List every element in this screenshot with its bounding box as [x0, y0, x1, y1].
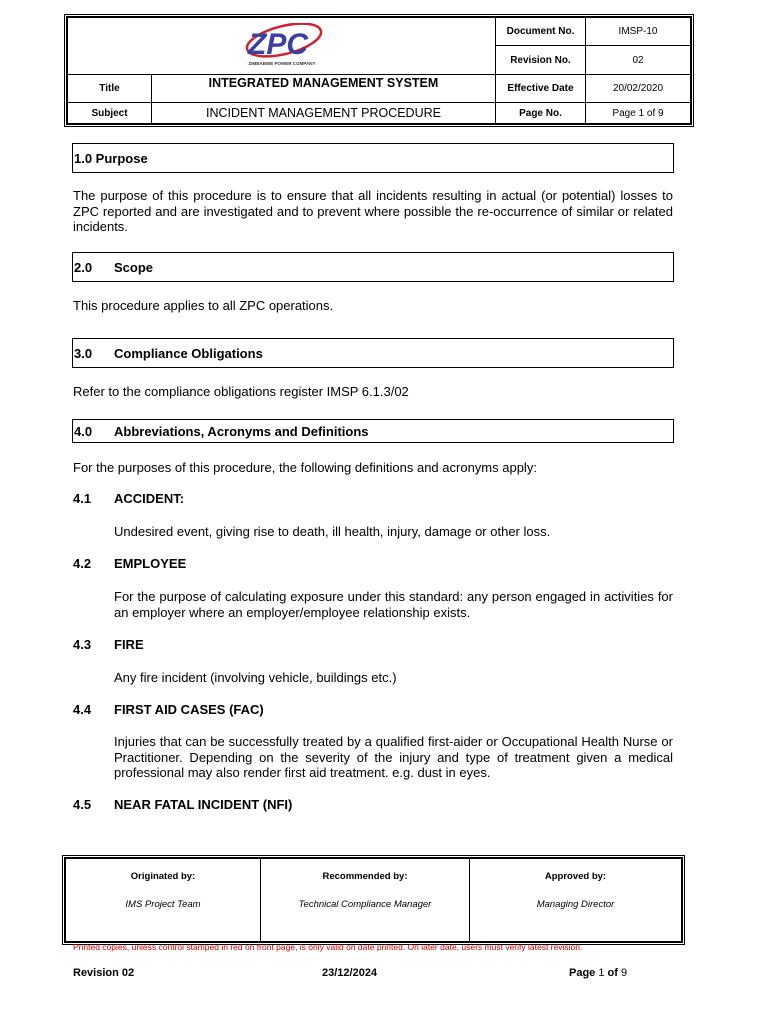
definition-heading-first-aid [73, 702, 264, 717]
recommended-value: Technical Compliance Manager [298, 899, 432, 910]
definition-heading-fire [73, 637, 144, 652]
definition-text-first-aid: Injuries that can be successfully treated by a qualified first-aider or Occupational Health Nurse or Practitioner. Depending on the severity of the injury and type of treatment given a medical professional may also render first aid treatment. e.g. dust in eyes. [114, 734, 673, 780]
print-disclaimer: Printed copies, unless control stamped in red on front page, is only valid on date printed. On later date, users must verify latest revision. [73, 942, 583, 952]
logo-text: ZPC [247, 28, 308, 61]
footer-page-word: Page [569, 967, 596, 979]
recommended-cell [261, 859, 470, 942]
definition-number: 4.5 [73, 797, 92, 812]
definition-number: 4.4 [73, 702, 92, 717]
subject-label: Subject [68, 103, 152, 124]
section-heading-definitions [72, 419, 674, 443]
effective-date-value: 20/02/2020 [586, 75, 691, 103]
definition-term: FIRE [114, 637, 144, 652]
recommended-label: Recommended by: [322, 871, 408, 882]
section-number: 3.0 [74, 345, 93, 361]
compliance-paragraph: Refer to the compliance obligations register IMSP 6.1.3/02 [73, 384, 409, 399]
revision-no-value: 02 [586, 46, 691, 75]
title-value: INTEGRATED MANAGEMENT SYSTEM [152, 75, 496, 103]
document-no-label: Document No. [496, 18, 586, 46]
footer-date: 23/12/2024 [322, 967, 378, 979]
effective-date-label: Effective Date [496, 75, 586, 103]
logo-cell [68, 18, 496, 75]
section-heading-text: Scope [114, 259, 154, 275]
definition-number: 4.2 [73, 556, 92, 571]
footer-page-current: 1 [598, 967, 605, 979]
revision-no-label: Revision No. [496, 46, 586, 75]
section-heading-text: 1.0 Purpose [74, 150, 148, 166]
section-number: 4.0 [74, 423, 93, 439]
footer-page-number [569, 967, 627, 979]
page-no-label: Page No. [496, 103, 586, 124]
definition-term: NEAR FATAL INCIDENT (NFI) [114, 797, 293, 812]
document-no-value: IMSP-10 [586, 18, 691, 46]
scope-paragraph: This procedure applies to all ZPC operations. [73, 298, 334, 313]
definition-term: FIRST AID CASES (FAC) [114, 702, 264, 717]
section-heading-text: Compliance Obligations [114, 345, 263, 361]
definition-number: 4.3 [73, 637, 92, 652]
section-heading-text: Abbreviations, Acronyms and Definitions [114, 423, 369, 439]
originated-label: Originated by: [130, 871, 196, 882]
approved-label: Approved by: [544, 871, 607, 882]
footer-page-of: of [607, 967, 618, 979]
definition-term: EMPLOYEE [114, 556, 187, 571]
approved-value: Managing Director [536, 899, 615, 910]
approved-cell [470, 859, 682, 942]
signoff-table [62, 855, 685, 945]
originated-cell [66, 859, 261, 942]
section-heading-compliance [72, 338, 674, 368]
definition-number: 4.1 [73, 491, 92, 506]
definition-text-accident: Undesired event, giving rise to death, ill health, injury, damage or other loss. [114, 524, 551, 539]
definition-heading-employee [73, 556, 186, 571]
purpose-paragraph: The purpose of this procedure is to ensure that all incidents resulting in actual (or potential) losses to ZPC reported and are investigated and to prevent where possible the re-occurrence of similar or related incidents. [73, 188, 673, 234]
definition-text-fire: Any fire incident (involving vehicle, buildings etc.) [114, 670, 397, 685]
footer-revision: Revision 02 [73, 967, 135, 979]
definition-heading-near-fatal [73, 797, 292, 812]
definition-text-employee: For the purpose of calculating exposure under this standard: any person engaged in activities for an employer where an employer/employee relationship exists. [114, 589, 673, 620]
footer-page-total: 9 [621, 967, 628, 979]
originated-value: IMS Project Team [125, 899, 201, 910]
page-no-value: Page 1 of 9 [586, 103, 691, 124]
section-number: 2.0 [74, 259, 93, 275]
definition-heading-accident [73, 491, 184, 506]
zpc-logo-icon [240, 23, 324, 69]
document-header [64, 14, 694, 127]
definition-term: ACCIDENT: [114, 491, 185, 506]
section-heading-purpose [72, 143, 674, 173]
definitions-intro: For the purposes of this procedure, the following definitions and acronyms apply: [73, 460, 537, 475]
logo-subtext: ZIMBABWE POWER COMPANY [248, 61, 315, 66]
section-heading-scope [72, 252, 674, 282]
title-label: Title [68, 75, 152, 103]
subject-value: INCIDENT MANAGEMENT PROCEDURE [152, 103, 496, 124]
